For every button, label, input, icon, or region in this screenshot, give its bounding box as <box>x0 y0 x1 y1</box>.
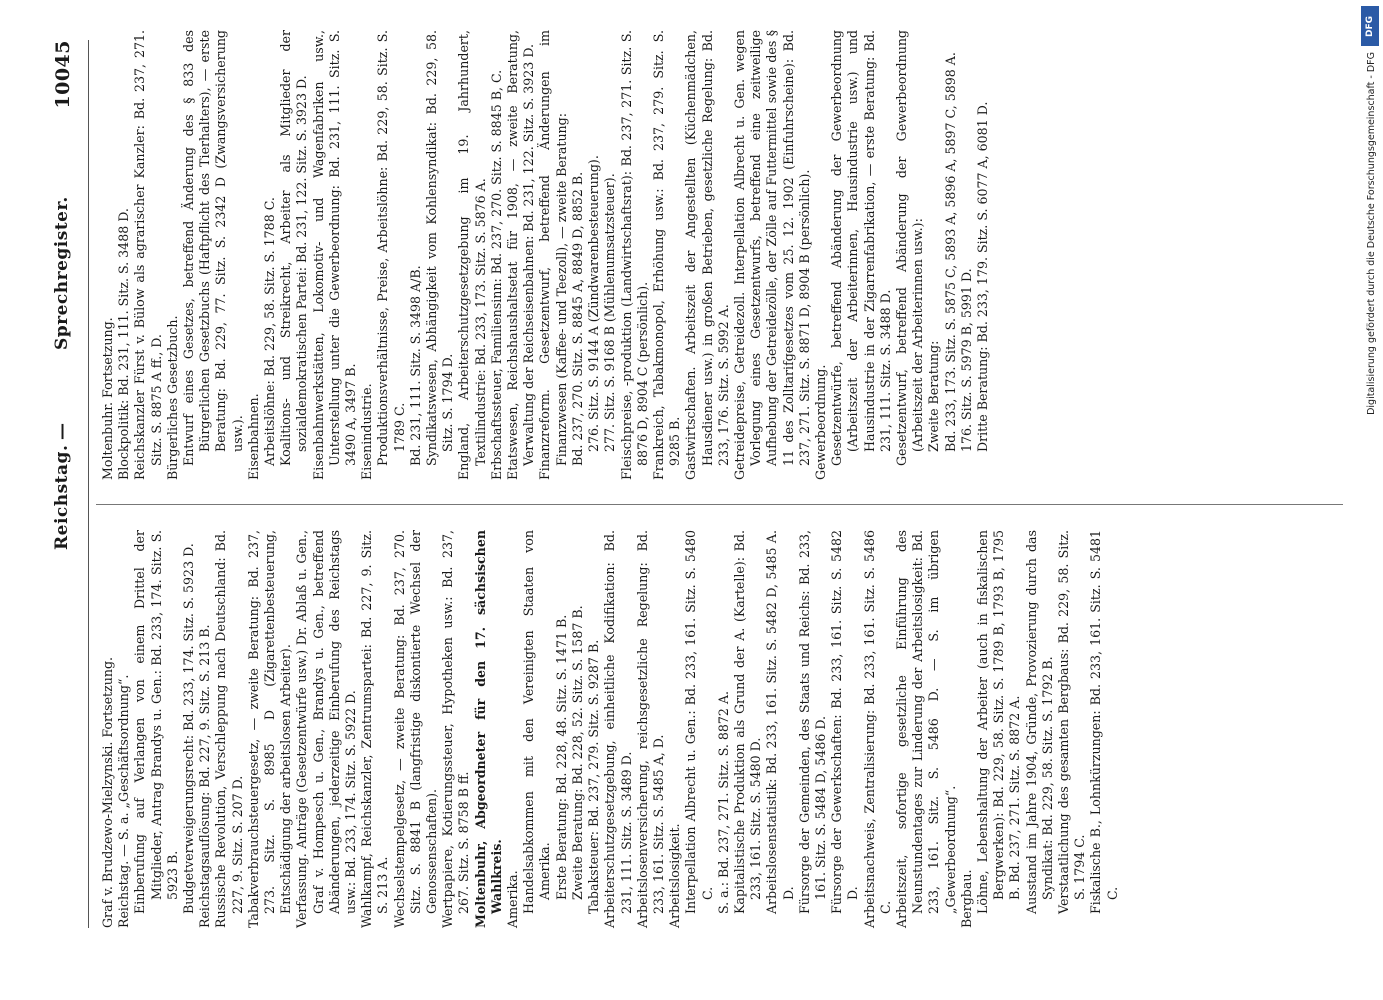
index-entry: Arbeitslöhne: Bd. 229, 58. Sitz. S. 1788 C. <box>262 197 278 466</box>
index-entry: Wechselstempelgesetz, — zweite Beratung: Bd. 237, 270. Sitz. S. 8841 B (langfristige diskontierte Wechsel der Genossenschaften). <box>391 530 440 928</box>
index-entry: Tabakverbrauchsteuergesetz, — zweite Beratung: Bd. 237, 273. Sitz. S. 8985 D (Zigarettenbesteuerung, Entschädigung der arbeitslosen Arbeiter). <box>245 530 294 928</box>
index-entry: Syndikatswesen, Abhängigkeit vom Kohlensyndikat: Bd. 229, 58. Sitz. S. 1794 D. <box>424 30 456 466</box>
index-entry: Frankreich, Tabakmonopol, Erhöhung usw.: Bd. 237, 279. Sitz. S. 9285 B. <box>650 30 683 480</box>
index-entry: Fürsorge der Gemeinden, des Staats und Reichs: Bd. 233, 161. Sitz. S. 5484 D, 5486 D. <box>796 530 828 914</box>
index-entry: Eisenindustrie. <box>359 383 375 480</box>
index-entry: Bd. 237, 270. Sitz. S. 8845 A, 8849 D, 8852 B. <box>569 171 585 466</box>
index-entry: 276. Sitz. S. 9144 A (Zündwarenbesteuerung). <box>586 155 602 452</box>
index-entry: Budgetverweigerungsrecht: Bd. 233, 174. Sitz. S. 5923 D. <box>181 543 197 914</box>
index-entry: England, Arbeiterschutzgesetzgebung im 19. Jahrhundert, Textilindustrie: Bd. 233, 173. Sitz. S. 5876 A. <box>456 30 488 480</box>
index-entry: Dritte Beratung: Bd. 233, 179. Sitz. S. 6077 A, 6081 D. <box>974 101 990 452</box>
index-entry: S. a.: Bd. 237, 271. Sitz. S. 8872 A. <box>715 690 731 914</box>
index-entry: Gesetzentwurf, betreffend Abänderung der Gewerbeordnung (Arbeitszeit der Arbeiterinnen usw.): <box>893 30 926 466</box>
index-entry: Arbeitslosenversicherung, reichsgesetzliche Regelung: Bd. 233, 161. Sitz. S. 5485 A, D. <box>634 530 666 928</box>
index-entry: Wertpapiere, Kotierungssteuer, Hypotheken usw.: Bd. 237, 267. Sitz. S. 8758 B ff. <box>440 530 472 928</box>
index-entry: Tabaksteuer: Bd. 237, 279. Sitz. S. 9287 B. <box>586 639 602 914</box>
index-entry: Verstaatlichung des gesamten Bergbaus: Bd. 229, 58. Sitz. S. 1794 C. <box>1055 530 1088 914</box>
index-entry: Gesetzentwürfe, betreffend Abänderung der Gewerbeordnung (Arbeitszeit der Arbeiterinnen, Hausindustrie usw.) und Hausindustrie in der Zigarrenfabrikation, — erste Beratung: Bd. 231, 111. Sitz. S. 3488 D. <box>829 30 893 466</box>
index-entry: 176. Sitz. S. 5979 B, 5991 D. <box>958 268 974 452</box>
column-rule <box>96 504 1343 505</box>
index-entry: Kapitalistische Produktion als Grund der A. (Kartelle): Bd. 233, 161. Sitz. S. 5480 D. <box>731 530 764 914</box>
index-entry: Fürsorge der Gewerkschaften: Bd. 233, 161. Sitz. S. 5482 D. <box>829 530 861 914</box>
index-entry: Moltenbuhr, Abgeordneter für den 17. sächsischen Wahlkreis. <box>472 530 504 928</box>
index-entry: Eisenbahnen. <box>245 393 261 480</box>
index-entry: Interpellation Albrecht u. Gen.: Bd. 233, 161. Sitz. S. 5480 C. <box>683 530 715 914</box>
index-entry: Zweite Beratung: <box>926 340 942 452</box>
index-entry: Arbeitslosenstatistik: Bd. 233, 161. Sitz. S. 5482 D, 5485 A. D. <box>764 530 796 914</box>
index-entry: Bd. 233, 173. Sitz. S. 5875 C, 5893 A, 5896 A, 5897 C, 5898 A. <box>942 52 958 452</box>
header-divider <box>88 40 89 928</box>
header-right: Sprechregister. <box>52 196 72 350</box>
index-entry: Entwurf eines Gesetzes, betreffend Änderung des § 833 des Bürgerlichen Gesetzbuchs (Haftpflicht des Tierhalters), — erste Beratung: Bd. 229, 77. Sitz. S. 2342 D (Zwangsversicherung usw.). <box>181 30 245 466</box>
index-entry: Reichstagsauflösung: Bd. 227, 9. Sitz. S. 213 B. <box>197 624 213 928</box>
index-entry: Löhne, Lebenshaltung der Arbeiter (auch in fiskalischen Bergwerken): Bd. 229, 58. Sitz. S. 1789 B, 1793 B, 1795 B. Bd. 237, 271. Sitz. S. 8872 A. <box>974 530 1023 914</box>
index-entry: Zweite Beratung: Bd. 228, 52. Sitz. S. 1587 B. <box>569 605 585 900</box>
index-entry: Bd. 231, 111. Sitz. S. 3498 A/B. <box>407 265 423 466</box>
index-entry: Reichskanzler Fürst v. Bülow als agrarischer Kanzler: Bd. 237, 271. Sitz. S. 8875 A ff., D. <box>132 30 164 480</box>
header-dash: — <box>52 422 72 440</box>
index-entry: Wahlkampf, Reichskanzler, Zentrumspartei: Bd. 227, 9. Sitz. S. 213 A. <box>359 530 391 928</box>
index-entry: Koalitions- und Streikrecht, Arbeiter als Mitglieder der sozialdemokratischen Partei: Bd. 231, 122. Sitz. S. 3923 D. <box>278 30 310 466</box>
index-entry: Fiskalische B., Lohnkürzungen: Bd. 233, 161. Sitz. S. 5481 C. <box>1088 530 1120 914</box>
index-entry: 277. Sitz. S. 9168 B (Mühlenumsatzsteuer). <box>602 173 618 452</box>
index-entry: Einberufung auf Verlangen von einem Drittel der Mitglieder, Antrag Brandys u. Gen.: Bd. 233, 174. Sitz. S. 5923 B. <box>132 530 180 914</box>
index-entry: Produktionsverhältnisse, Preise, Arbeitslöhne: Bd. 229, 58. Sitz. S. 1789 C. <box>375 30 407 466</box>
digitization-credit: Digitalisierung gefördert durch die Deutsche Forschungsgemeinschaft - DFG <box>1366 52 1377 415</box>
index-entry: Reichstag. — S. a. „Geschäftsordnung“. <box>116 674 132 928</box>
index-entry: Amerika. <box>505 870 521 928</box>
index-entry: Gewerbeordnung. <box>812 364 828 480</box>
index-entry: Bürgerliches Gesetzbuch. <box>164 315 180 480</box>
index-entry: Bergbau. <box>958 869 974 928</box>
page-number: 10045 <box>52 40 74 109</box>
index-entry: Arbeiterschutzgesetzgebung, einheitliche Kodifikation: Bd. 231, 111. Sitz. S. 3489 D. <box>602 530 634 928</box>
index-entry: Fleischpreise, -produktion (Landwirtschaftsrat): Bd. 237, 271. Sitz. S. 8876 D, 8904 C (persönlich). <box>618 30 650 480</box>
index-entry: Handelsabkommen mit den Vereinigten Staaten von Amerika. <box>521 530 553 914</box>
running-head <box>52 40 82 910</box>
index-entry: Graf v. Brudzewo-Mielzynski. Fortsetzung. <box>100 656 115 928</box>
index-entry: Gastwirtschaften. Arbeitszeit der Angestellten (Küchenmädchen, Hausdiener usw.) in großen Betrieben, gesetzliche Regelung: Bd. 233, 176. Sitz. S. 5992 A. <box>683 30 731 480</box>
header-left: Reichstag. <box>52 444 72 550</box>
index-entry: Ausstand im Jahre 1904, Gründe, Provozierung durch das Syndikat: Bd. 229, 58. Sitz. S. 1792 B. <box>1023 530 1055 914</box>
index-entry: Blockpolitik: Bd. 231, 111. Sitz. S. 3488 D. <box>116 208 132 480</box>
index-entry: Etatswesen, Reichshaushaltsetat für 1908, — zweite Beratung, Verwaltung der Reichseisenbahnen: Bd. 231, 122. Sitz. S. 3923 D. <box>505 30 537 480</box>
right-column <box>100 30 991 480</box>
dfg-logo-icon: DFG <box>1361 6 1379 46</box>
index-entry: Arbeitszeit, sofortige gesetzliche Einführung des Neunstundentages zur Linderung der Arbeitslosigkeit: Bd. 233, 161. Sitz. S. 5486 D. — S. im übrigen „Gewerbeordnung“. <box>893 530 958 928</box>
index-entry: Moltenbuhr. Fortsetzung. <box>100 317 115 480</box>
index-entry: Arbeitsnachweis, Zentralisierung: Bd. 233, 161. Sitz. S. 5486 C. <box>861 530 893 928</box>
index-entry: Getreidepreise, Getreidezoll. Interpellation Albrecht u. Gen. wegen Vorlegung eines Gesetzentwurfs, betreffend eine zeitweilige Aufhebung der Getreidezölle, der Zölle auf Futtermittel sowie des § 11 des Zolltarifgesetzes vom 25. 12. 1902 (Einfuhrscheine): Bd. 237, 271. Sitz. S. 8871 D, 8904 B (persönlich). <box>731 30 812 480</box>
index-entry: Arbeitslosigkeit. <box>667 823 683 928</box>
index-entry: Erbschaftssteuer, Familiensinn: Bd. 237, 270. Sitz. S. 8845 B, C. <box>488 69 504 480</box>
index-entry: Russische Revolution, Verschleppung nach Deutschland: Bd. 227, 9. Sitz. S. 207 D. <box>213 530 245 928</box>
index-entry: Finanzreform. Gesetzentwurf, betreffend Änderungen im Finanzwesen (Kaffee- und Teezoll), — zweite Beratung: <box>537 30 569 480</box>
index-entry: Erste Beratung: Bd. 228, 48. Sitz. S. 1471 B. <box>553 614 569 900</box>
left-column <box>100 530 1121 928</box>
index-entry: Eisenbahnwerkstätten, Lokomotiv- und Wagenfabriken usw., Unterstellung unter die Gewerbeordnung: Bd. 231, 111. Sitz. S. 3490 A, 3497 B. <box>310 30 359 480</box>
index-entry: Verfassung. Anträge (Gesetzentwürfe usw.) Dr. Ablaß u. Gen., Graf v. Hompesch u. Gen., Brandys u. Gen., betreffend Abänderungen, jederzeitige Einberufung des Reichstags usw.: Bd. 233, 174. Sitz. S. 5922 D. <box>294 530 359 928</box>
